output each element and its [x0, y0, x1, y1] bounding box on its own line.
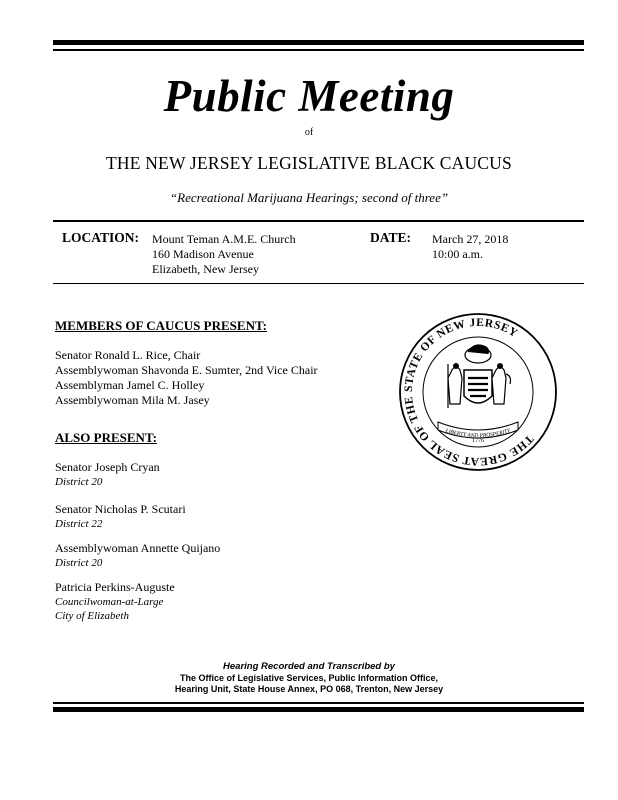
- footer-recorded: Hearing Recorded and Transcribed by: [223, 661, 395, 672]
- attendee-detail: District 22: [55, 518, 103, 530]
- members-heading: MEMBERS OF CAUCUS PRESENT:: [55, 318, 267, 333]
- attendee-name: Senator Joseph Cryan: [55, 460, 160, 474]
- attendee: [55, 541, 220, 570]
- seal-year: 1776: [472, 438, 484, 444]
- meeting-subtitle: “Recreational Marijuana Hearings; second of three”: [169, 190, 449, 205]
- top-rule-thick: [53, 40, 584, 45]
- seal-liberty-figure-icon: [448, 367, 462, 404]
- location-label: LOCATION:: [62, 230, 140, 245]
- seal-ribbon-text: LIBERTY AND PROSPERITY: [444, 428, 512, 440]
- seal-ceres-figure-icon: [492, 367, 506, 404]
- member-name: Assemblyman Jamel C. Holley: [55, 378, 205, 392]
- top-rule-thin: [53, 49, 584, 51]
- attendee-name: Assemblywoman Annette Quijano: [55, 541, 221, 555]
- date-line: March 27, 2018: [432, 232, 509, 246]
- organization-name: THE NEW JERSEY LEGISLATIVE BLACK CAUCUS: [106, 153, 512, 173]
- location-line: Elizabeth, New Jersey: [152, 262, 259, 276]
- seal-ring-text: THE GREAT SEAL OF THE STATE OF NEW JERSEY: [402, 316, 536, 468]
- great-seal-of-new-jersey: [398, 312, 558, 472]
- date-label: DATE:: [370, 230, 412, 245]
- page-title: Public Meeting: [163, 71, 455, 121]
- attendee: [55, 502, 186, 531]
- member-name: Assemblywoman Mila M. Jasey: [55, 393, 210, 407]
- attendee: [55, 580, 175, 623]
- also-present-heading: ALSO PRESENT:: [55, 430, 157, 445]
- member-name: Assemblywoman Shavonda E. Sumter, 2nd Vice Chair: [55, 363, 318, 377]
- attendee-detail: Councilwoman-at-Large: [55, 596, 164, 608]
- location-line: Mount Teman A.M.E. Church: [152, 232, 296, 246]
- date-line: 10:00 a.m.: [432, 247, 483, 261]
- footer-address: Hearing Unit, State House Annex, PO 068, Trenton, New Jersey: [174, 684, 444, 694]
- info-rule-bottom: [53, 283, 584, 284]
- seal-horse-head-icon: [468, 345, 489, 354]
- attendee-name: Patricia Perkins-Auguste: [55, 580, 175, 594]
- member-name: Senator Ronald L. Rice, Chair: [55, 348, 201, 362]
- footer-office: The Office of Legislative Services, Public Information Office,: [179, 673, 439, 683]
- seal-shield-icon: [464, 370, 492, 403]
- attendee-name: Senator Nicholas P. Scutari: [55, 502, 186, 516]
- title-of: of: [304, 127, 314, 138]
- attendee-detail: District 20: [55, 476, 103, 488]
- bottom-rule-thin: [53, 702, 584, 704]
- attendee: [55, 460, 160, 489]
- attendee-detail: District 20: [55, 557, 103, 569]
- bottom-rule-thick: [53, 707, 584, 712]
- attendee-detail: City of Elizabeth: [55, 610, 129, 622]
- info-rule-top: [53, 220, 584, 222]
- location-line: 160 Madison Avenue: [152, 247, 254, 261]
